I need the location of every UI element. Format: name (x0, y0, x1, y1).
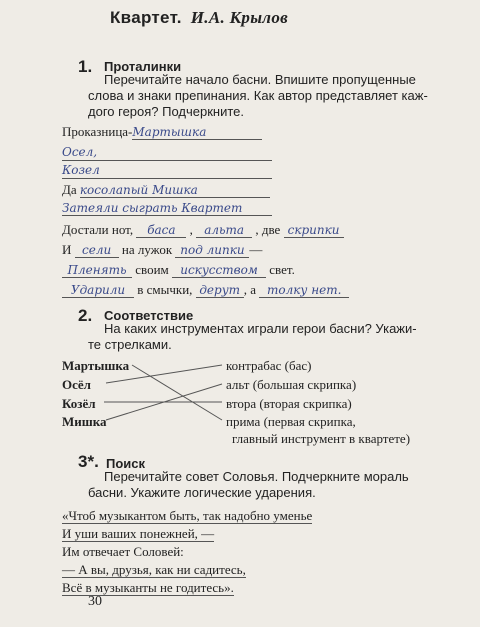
hero-mishka[interactable]: Мишка (62, 414, 107, 429)
task1-text-line: Перечитайте начало басни. Впишите пропущенные (104, 72, 416, 87)
handwritten-blank[interactable]: баса (136, 223, 186, 238)
handwritten-blank[interactable]: альта (196, 223, 252, 238)
handwritten-answer: Мартышка (132, 125, 262, 140)
fill-text: свет. (266, 262, 295, 277)
handwritten-blank[interactable]: Пленять (62, 263, 132, 278)
task3-number: 3*. (78, 452, 99, 471)
title-author: И.А. Крылов (190, 8, 289, 27)
quote-text: И уши ваших понежней, — (62, 526, 215, 541)
fill-text: , две (252, 222, 284, 237)
fill-prefix: Да (62, 182, 80, 197)
task1-text-line: дого героя? Подчеркните. (88, 104, 245, 119)
handwritten-answer: Затеяли сыграть Квартет (62, 201, 272, 216)
quote-line-1 (62, 508, 312, 524)
arrow-line (132, 365, 222, 420)
fill-text: в смычки, (134, 282, 196, 297)
instrument-first-violin[interactable]: прима (первая скрипка, (226, 414, 356, 429)
handwritten-blank[interactable]: сели (75, 243, 119, 258)
task2-text-line: те стрелками. (88, 337, 172, 352)
handwritten-answer: Козел (62, 163, 100, 177)
handwritten-answer: Осел, (62, 145, 98, 159)
fill-text: , (186, 222, 197, 237)
page-number: 30 (88, 594, 102, 609)
task1-number: 1. (78, 57, 93, 76)
task2-number: 2. (78, 306, 93, 325)
task3-text-line: басни. Укажите логические ударения. (88, 485, 316, 500)
handwritten-blank[interactable]: толку нет. (259, 283, 349, 298)
fill-prefix: Проказница- (62, 124, 133, 139)
fill-text: , а (243, 282, 260, 297)
instrument-first-violin-cont: главный инструмент в квартете) (232, 431, 411, 446)
hero-kozel[interactable]: Козёл (62, 396, 96, 411)
instrument-second-violin[interactable]: втора (вторая скрипка) (226, 396, 352, 411)
task3-heading: Поиск (106, 456, 146, 471)
quote-text: «Чтоб музыкантом быть, так надобно уменье (62, 508, 313, 523)
task1-text-line: слова и знаки препинания. Как автор представляет каж- (88, 88, 428, 103)
handwritten-blank[interactable]: под липки (175, 243, 249, 258)
fill-text: своим (132, 262, 173, 277)
quote-text: Всё в музыканты не годитесь». (62, 580, 234, 595)
handwritten-blank[interactable]: скрипки (284, 223, 344, 238)
quote-line-2 (62, 526, 214, 542)
quote-line-3: Им отвечает Соловей: (62, 544, 184, 559)
hero-martyshka[interactable]: Мартышка (62, 358, 130, 373)
title-main: Квартет. (110, 8, 182, 27)
quote-text: — А вы, друзья, как ни садитесь, (62, 562, 246, 577)
task1-heading: Проталинки (104, 59, 182, 74)
task2-heading: Соответствие (104, 308, 194, 323)
fill-text: на лужок (118, 242, 176, 257)
handwritten-answer: косолапый Мишка (80, 183, 270, 198)
arrow-line (106, 365, 222, 383)
task3-text-line: Перечитайте совет Соловья. Подчеркните мораль (104, 469, 409, 484)
handwritten-blank[interactable]: искусством (172, 263, 266, 278)
fill-text: Достали нот, (62, 222, 137, 237)
fill-text: И (62, 242, 75, 257)
handwritten-blank[interactable]: дерут (196, 283, 244, 298)
task2-text-line: На каких инструментах играли герои басни? Укажи- (104, 321, 417, 336)
instrument-alto[interactable]: альт (большая скрипка) (226, 377, 357, 392)
task3-instructions (88, 469, 409, 501)
instrument-contrabass[interactable]: контрабас (бас) (226, 358, 312, 373)
fill-text: — (249, 242, 263, 257)
quote-line-4 (62, 562, 246, 578)
handwritten-blank[interactable]: Ударили (62, 283, 134, 298)
hero-osel[interactable]: Осёл (62, 377, 91, 392)
